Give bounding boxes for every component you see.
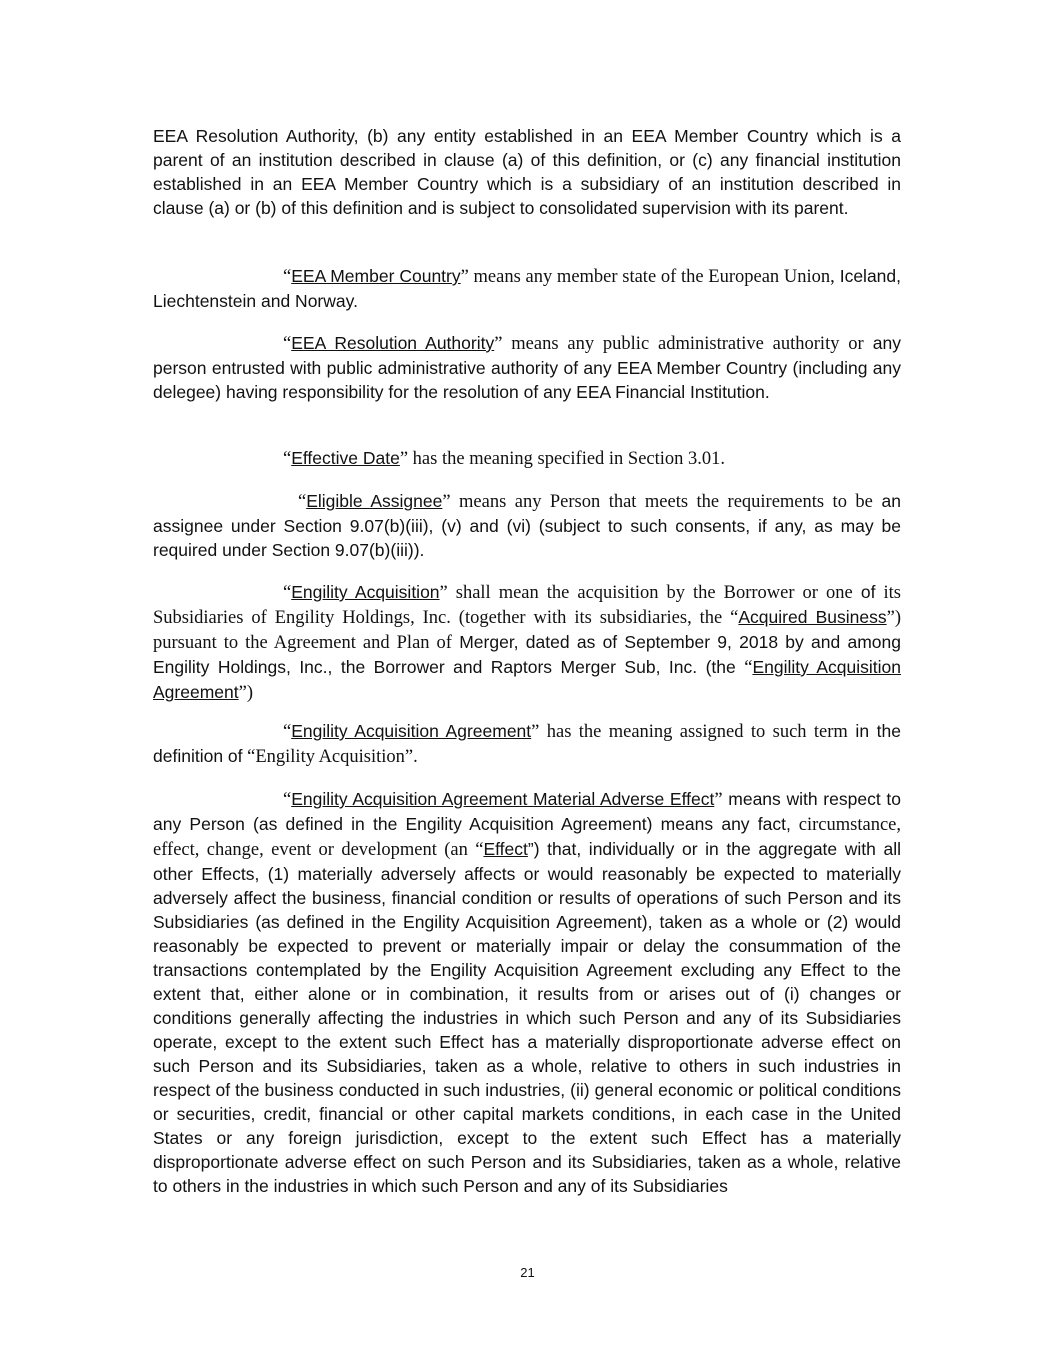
defined-term: Engility Acquisition Agreement <box>153 657 901 702</box>
defined-term: Effect <box>483 839 528 859</box>
definition-engility-material-adverse-effect: “Engility Acquisition Agreement Material Adverse Effect” means with respect to any Person (as defined in the Engility Acquisition Agreement) means any fact, circumstance, effect, change, event or development (an “Effect”) that, individually or in the aggregate with all other Effects, (1) materially adversely affects or would reasonably be expected to materially adversely affect the business, financial condition or results of operations of such Person and its Subsidiaries (as defined in the Engility Acquisition Agreement), taken as a whole or (2) would reasonably be expected to prevent or materially impair or delay the consummation of the transactions contemplated by the Engility Acquisition Agreement excluding any Effect to the extent that, either alone or in combination, it results from or arises out of (i) changes or conditions generally affecting the industries in which such Person and any of its Subsidiaries operate, except to the extent such Effect has a materially disproportionate adverse effect on such Person and its Subsidiaries, taken as a whole, relative to others in such industries in respect of the business conducted in such industries, (ii) general economic or political conditions or securities, credit, financial or other capital markets conditions, in each case in the United States or any foreign jurisdiction, except to the extent such Effect has a materially disproportionate adverse effect on such Person and its Subsidiaries, taken as a whole, relative to others in the industries in which such Person and any of its Subsidiaries <box>153 789 901 1196</box>
defined-term: EEA Member Country <box>291 266 461 286</box>
defined-term: Eligible Assignee <box>306 491 443 511</box>
paragraph-eea-institution-continuation: EEA Resolution Authority, (b) any entity established in an EEA Member Country which is a parent of an institution described in clause (a) of this definition, or (c) any financial institution established in an EEA Member Country which is a subsidiary of an institution described in clause (a) or (b) of this definition and is subject to consolidated supervision with its parent. <box>153 126 901 218</box>
definition-effective-date: “Effective Date” has the meaning specified in Section 3.01. <box>283 448 726 469</box>
definition-eea-member-country: “EEA Member Country” means any member state of the European Union, Iceland, Liechtenstein and Norway. <box>153 266 902 311</box>
defined-term: Engility Acquisition Agreement <box>291 721 532 741</box>
defined-term: Effective Date <box>291 448 400 468</box>
page-number: 21 <box>520 1265 535 1280</box>
definition-eea-resolution-authority: “EEA Resolution Authority” means any public administrative authority or any person entrusted with public administrative authority of any EEA Member Country (including any delegee) having responsibility for the resolution of any EEA Financial Institution. <box>153 333 902 402</box>
definition-eligible-assignee: “Eligible Assignee” means any Person that meets the requirements to be an assignee under Section 9.07(b)(iii), (v) and (vi) (subject to such consents, if any, as may be required under Section 9.07(b)(iii)). <box>153 491 902 560</box>
defined-term: EEA Resolution Authority <box>291 333 495 353</box>
defined-term: Acquired Business <box>738 607 887 627</box>
definition-engility-acquisition: “Engility Acquisition” shall mean the acquisition by the Borrower or one of its Subsidiaries of Engility Holdings, Inc. (together with its subsidiaries, the “Acquired Business”) pursuant to the Agreement and Plan of Merger, dated as of September 9, 2018 by and among Engility Holdings, Inc., the Borrower and Raptors Merger Sub, Inc. (the “Engility Acquisition Agreement”) <box>153 582 901 703</box>
defined-term: Engility Acquisition Agreement Material Adverse Effect <box>291 789 715 809</box>
defined-term: Engility Acquisition <box>291 582 440 602</box>
definition-engility-acquisition-agreement: “Engility Acquisition Agreement” has the meaning assigned to such term in the definition of “Engility Acquisition”. <box>153 721 901 767</box>
